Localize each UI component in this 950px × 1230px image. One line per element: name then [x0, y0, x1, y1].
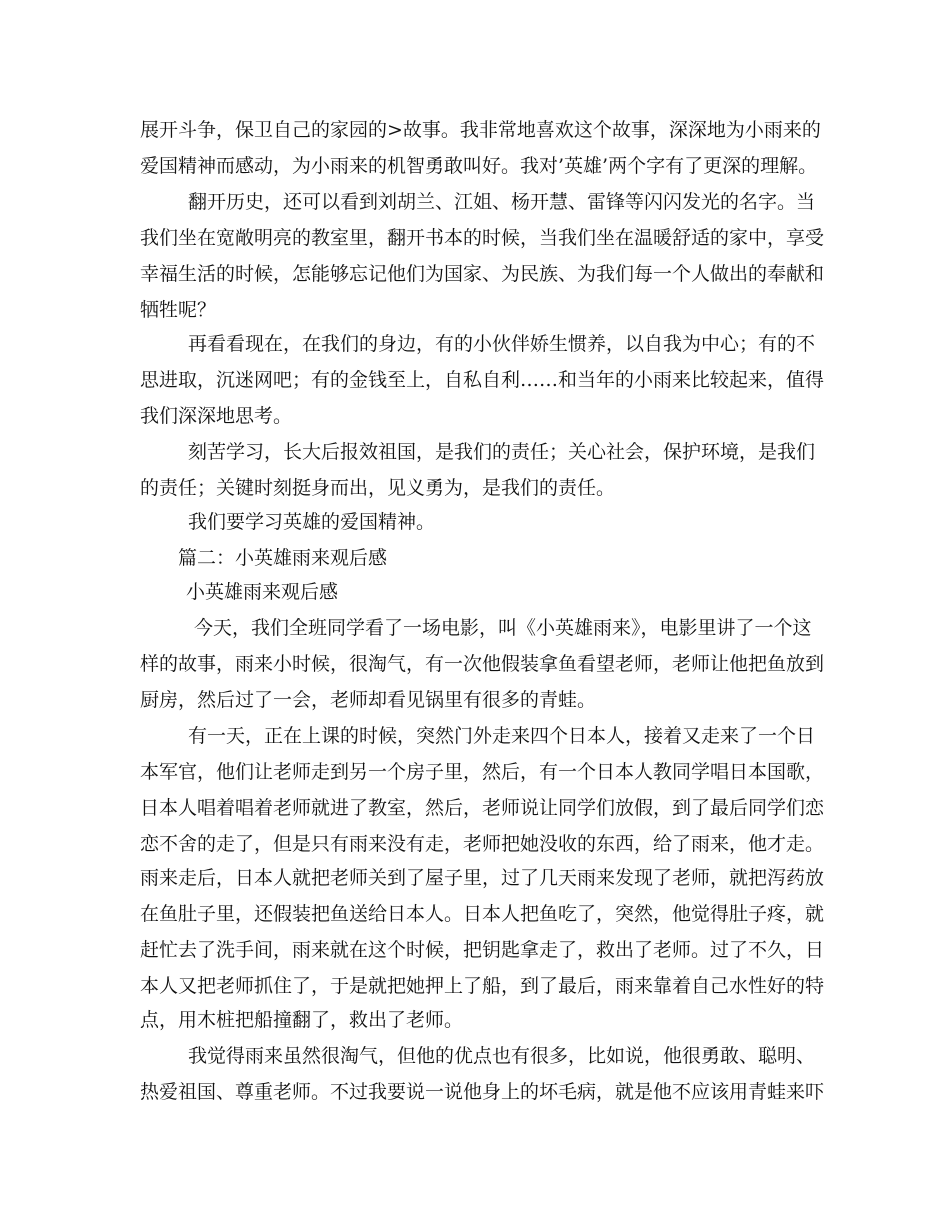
paragraph-line: 本人又把老师抓住了，于是就把她押上了船，到了最后，雨来靠着自己水性好的特	[140, 975, 825, 997]
paragraph-line: 有一天，正在上课的时候，突然门外走来四个日本人，接着又走来了一个日	[188, 725, 816, 747]
paragraph-line: 我们要学习英雄的爱国精神。	[188, 511, 436, 533]
paragraph-line: 刻苦学习，长大后报效祖国，是我们的责任；关心社会，保护环境，是我们	[188, 441, 816, 463]
paragraph-line: 展开斗争，保卫自己的家园的>故事。我非常地喜欢这个故事，深深地为小雨来的	[140, 119, 821, 141]
paragraph-line: 爱国精神而感动，为小雨来的机智勇敢叫好。我对’英雄’两个字有了更深的理解。	[140, 155, 818, 177]
paragraph-line: 思进取，沉迷网吧；有的金钱至上，自私自利……和当年的小雨来比较起来，值得	[140, 369, 825, 391]
paragraph-line: 再看看现在，在我们的身边，有的小伙伴娇生惯养，以自我为中心；有的不	[188, 333, 816, 355]
paragraph-line: 样的故事，雨来小时候，很淘气，有一次他假装拿鱼看望老师，老师让他把鱼放到	[140, 653, 825, 675]
paragraph-line: 我们深深地思考。	[140, 405, 293, 427]
paragraph-line: 赶忙去了洗手间，雨来就在这个时候，把钥匙拿走了，救出了老师。过了不久，日	[140, 939, 825, 961]
article-title: 小英雄雨来观后感	[186, 581, 339, 603]
paragraph-line: 牺牲呢？	[140, 299, 217, 321]
paragraph-line: 我觉得雨来虽然很淘气，但他的优点也有很多，比如说，他很勇敢、聪明、	[188, 1045, 816, 1067]
paragraph-line: 的责任；关键时刻挺身而出，见义勇为，是我们的责任。	[140, 477, 616, 499]
paragraph-line: 翻开历史，还可以看到刘胡兰、江姐、杨开慧、雷锋等闪闪发光的名字。当	[188, 191, 816, 213]
paragraph-line: 热爱祖国、尊重老师。不过我要说一说他身上的坏毛病，就是他不应该用青蛙来吓	[140, 1081, 825, 1103]
paragraph-line: 厨房，然后过了一会，老师却看见锅里有很多的青蛙。	[140, 689, 597, 711]
paragraph-line: 点，用木桩把船撞翻了，救出了老师。	[140, 1009, 464, 1031]
paragraph-line: 本军官，他们让老师走到另一个房子里，然后，有一个日本人教同学唱日本国歌，	[140, 761, 825, 783]
paragraph-line: 恋不舍的走了，但是只有雨来没有走，老师把她没收的东西，给了雨来，他才走。	[140, 833, 825, 855]
paragraph-line: 雨来走后，日本人就把老师关到了屋子里，过了几天雨来发现了老师，就把泻药放	[140, 867, 825, 889]
paragraph-line: 我们坐在宽敞明亮的教室里，翻开书本的时候，当我们坐在温暖舒适的家中，享受	[140, 227, 825, 249]
paragraph-line: 幸福生活的时候，怎能够忘记他们为国家、为民族、为我们每一个人做出的奉献和	[140, 263, 825, 285]
paragraph-line: 今天，我们全班同学看了一场电影，叫《小英雄雨来》，电影里讲了一个这	[194, 617, 812, 639]
section-heading: 篇二：小英雄雨来观后感	[178, 547, 388, 569]
paragraph-line: 在鱼肚子里，还假装把鱼送给日本人。日本人把鱼吃了，突然，他觉得肚子疼，就	[140, 903, 825, 925]
paragraph-line: 日本人唱着唱着老师就进了教室，然后，老师说让同学们放假，到了最后同学们恋	[140, 797, 825, 819]
